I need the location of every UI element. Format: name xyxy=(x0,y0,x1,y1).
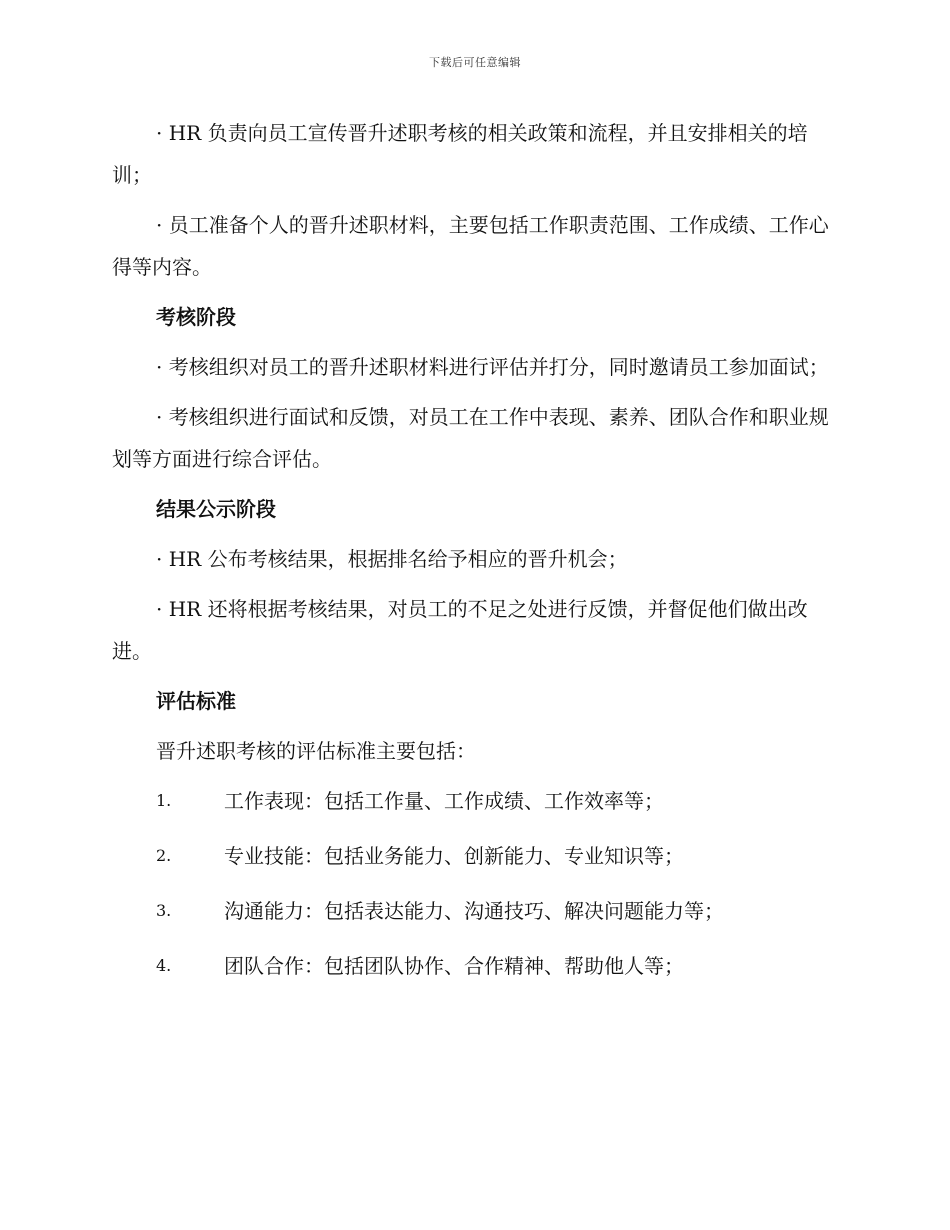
list-item-text: 工作表现：包括工作量、工作成绩、工作效率等； xyxy=(224,789,664,813)
list-item-text: 专业技能：包括业务能力、创新能力、专业知识等； xyxy=(224,844,684,868)
list-item-number: 3. xyxy=(156,901,172,920)
paragraph-assessment-scoring: · 考核组织对员工的晋升述职材料进行评估并打分，同时邀请员工参加面试； xyxy=(156,355,829,379)
section-heading-results: 结果公示阶段 xyxy=(156,497,276,521)
paragraph-interview-feedback: · 考核组织进行面试和反馈，对员工在工作中表现、素养、团队合作和职业规划等方面进行综合评估。 xyxy=(112,405,829,471)
list-item xyxy=(112,835,840,877)
list-item-text: 团队合作：包括团队协作、合作精神、帮助他人等； xyxy=(224,954,684,978)
paragraph-results-feedback: · HR 还将根据考核结果，对员工的不足之处进行反馈，并督促他们做出改进。 xyxy=(112,597,808,663)
document-body xyxy=(112,112,840,1000)
section-heading-assessment: 考核阶段 xyxy=(156,305,236,329)
section-heading-criteria: 评估标准 xyxy=(156,689,236,713)
list-item-number: 4. xyxy=(156,956,172,975)
paragraph-results-announcement: · HR 公布考核结果，根据排名给予相应的晋升机会； xyxy=(156,547,628,571)
paragraph-hr-training: · HR 负责向员工宣传晋升述职考核的相关政策和流程，并且安排相关的培训； xyxy=(112,121,808,187)
paragraph-criteria-intro: 晋升述职考核的评估标准主要包括： xyxy=(156,739,476,763)
list-item-text: 沟通能力：包括表达能力、沟通技巧、解决问题能力等； xyxy=(224,899,724,923)
list-item-number: 2. xyxy=(156,846,172,865)
list-item xyxy=(112,890,840,932)
page-header: 下载后可任意编辑 xyxy=(429,56,521,69)
list-item xyxy=(112,945,840,987)
paragraph-employee-materials: · 员工准备个人的晋升述职材料，主要包括工作职责范围、工作成绩、工作心得等内容。 xyxy=(112,213,829,279)
list-item-number: 1. xyxy=(156,791,172,810)
list-item xyxy=(112,780,840,822)
